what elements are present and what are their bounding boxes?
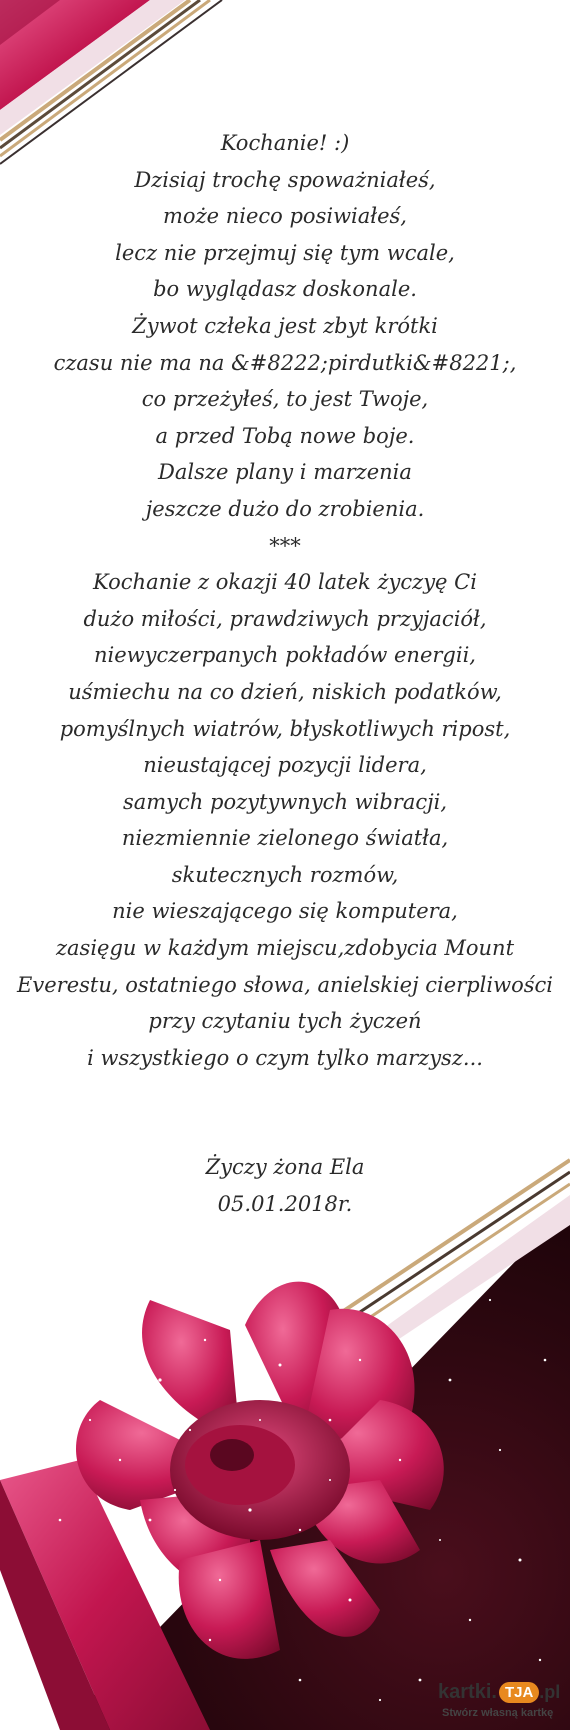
- spacer: [0, 1076, 570, 1149]
- logo-mark: [438, 1678, 560, 1706]
- wish-line: niezmiennie zielonego światła,: [121, 826, 449, 851]
- logo-badge: TJA: [499, 1682, 539, 1703]
- verse-line: jeszcze dużo do zrobienia.: [145, 496, 425, 521]
- greeting-text: [0, 125, 570, 1223]
- wish-line: pomyślnych wiatrów, błyskotliwych ripost,: [59, 716, 511, 741]
- kartki-logo-link[interactable]: [438, 1678, 562, 1724]
- wish-line: dużo miłości, prawdziwych przyjaciół,: [83, 606, 487, 631]
- wish-line: i wszystkiego o czym tylko marzysz...: [87, 1045, 483, 1070]
- wish-line: Kochanie z okazji 40 latek życzyę Ci: [93, 570, 477, 595]
- wish-line: nieustającej pozycji lidera,: [143, 753, 427, 778]
- logo-domain: .pl: [539, 1681, 561, 1702]
- wish-line: samych pozytywnych wibracji,: [122, 789, 448, 814]
- wish-line: uśmiechu na co dzień, niskich podatków,: [68, 679, 502, 704]
- verse-line: bo wyglądasz doskonale.: [153, 277, 417, 302]
- logo-word: kartki.: [438, 1680, 497, 1703]
- verse-line: Dalsze plany i marzenia: [158, 460, 412, 485]
- wish-line: Everestu, ostatniego słowa, anielskiej cierpliwości: [17, 972, 553, 997]
- wish-line: niewyczerpanych pokładów energii,: [94, 643, 476, 668]
- verse-line: może nieco posiwiałeś,: [163, 204, 407, 229]
- wish-line: nie wieszającego się komputera,: [112, 899, 458, 924]
- wish-line: zasięgu w każdym miejscu,zdobycia Mount: [55, 936, 515, 961]
- signature: Życzy żona Ela: [205, 1155, 365, 1180]
- verse-line: czasu nie ma na &#8222;pirdutki&#8221;,: [53, 350, 517, 375]
- section-separator: ***: [269, 533, 301, 558]
- verse-line: Żywot człeka jest zbyt krótki: [132, 313, 438, 338]
- logo-tagline: Stwórz własną kartkę: [442, 1707, 554, 1719]
- wish-line: przy czytaniu tych życzeń: [148, 1009, 422, 1034]
- verse-line: Kochanie! :): [220, 131, 350, 155]
- wish-line: skutecznych rozmów,: [171, 862, 399, 887]
- date: 05.01.2018r.: [217, 1192, 353, 1217]
- verse-line: a przed Tobą nowe boje.: [155, 423, 415, 448]
- verse-line: lecz nie przejmuj się tym wcale,: [115, 240, 455, 265]
- verse-line: Dzisiaj trochę spoważniałeś,: [134, 167, 436, 192]
- verse-line: co przeżyłeś, to jest Twoje,: [141, 387, 429, 412]
